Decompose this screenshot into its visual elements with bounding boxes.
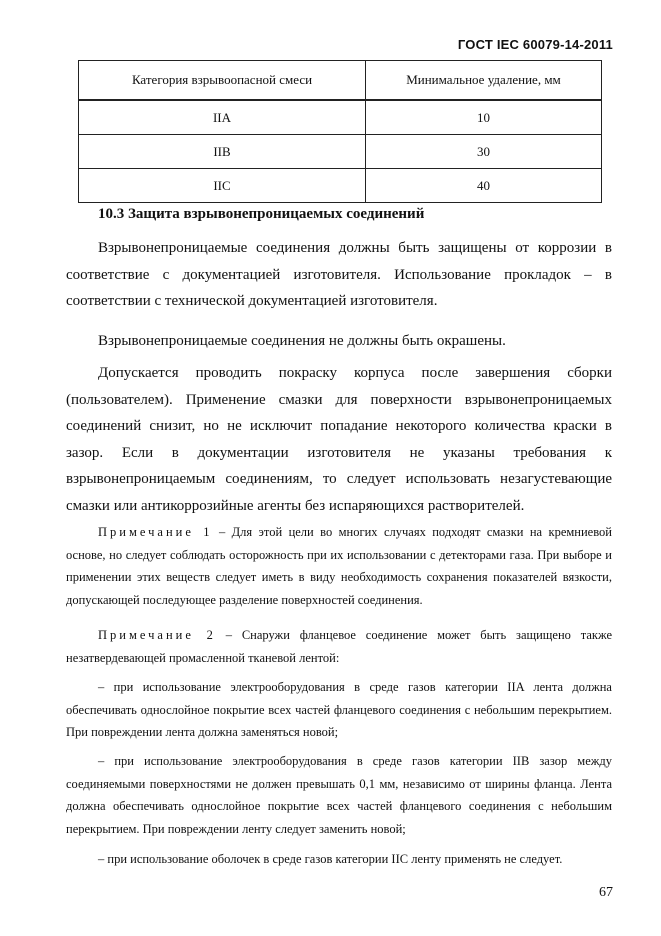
list-item: – при использование оболочек в среде газов категории IIC ленту применять не следует. [98, 852, 563, 866]
note-2 [66, 624, 612, 669]
list-item: – при использование электрооборудования в среде газов категории IIA лента должна обеспечивать однослойное покрытие всех частей фланцевого соединения с небольшим перекрытием. При повреждении лента должна заменяться новой; [66, 680, 612, 739]
table-cell-category: IIC [79, 169, 366, 203]
paragraph-painting-allowed: Допускается проводить покраску корпуса после завершения сборки (пользователем). Применение смазки для поверхности взрывонепроницаемых соединений снизит, но не исключит попадание некоторого количества краски в зазор. Если в документации изготовителя не указаны требования к взрывонепроницаемым соединениям, то следует использовать незагустевающие смазки или антикоррозийные агенты без испаряющихся растворителей. [66, 365, 612, 514]
note-2-dash: – [215, 628, 242, 642]
table-cell-category: IIB [79, 135, 366, 169]
table-row [79, 169, 602, 203]
list-item: – при использование электрооборудования в среде газов категории IIB зазор между соединяемыми поверхностями не должен превышать 0,1 мм, независимо от ширины фланца. Лента должна обеспечивать однослойное покрытие всех частей фланцевого соединения с небольшим перекрытием. При повреждении ленту следует заменить новой; [66, 754, 612, 836]
table-row [79, 100, 602, 135]
table-cell-distance: 40 [366, 169, 602, 203]
table-cell-distance: 10 [366, 100, 602, 135]
note-1-text: Для этой цели во многих случаях подходят смазки на кремниевой основе, но следует соблюдать осторожность при их использовании с детекторами газа. При выборе и применении этих веществ следует иметь в виду необходимость сохранения показателей вязкости, допускающей последующее разделение поверхностей соединения. [66, 525, 612, 607]
document-code-header: ГОСТ IEC 60079-14-2011 [457, 37, 613, 52]
table-header-distance: Минимальное удаление, мм [366, 61, 602, 101]
table-header-category: Категория взрывоопасной смеси [79, 61, 366, 101]
note-2-label: Примечание 2 [98, 628, 216, 642]
min-distance-table [78, 60, 602, 203]
note-1 [66, 521, 612, 611]
section-title: 10.3 Защита взрывонепроницаемых соединений [98, 206, 425, 222]
note-1-dash: – [212, 525, 232, 539]
paragraph-no-painting: Взрывонепроницаемые соединения не должны быть окрашены. [98, 333, 506, 349]
paragraph-corrosion-protection: Взрывонепроницаемые соединения должны быть защищены от коррозии в соответствие с документацией изготовителя. Использование прокладок – в соответствии с технической документацией изготовителя. [66, 240, 612, 309]
page-number: 67 [599, 885, 613, 900]
note-1-label: Примечание 1 [98, 525, 213, 539]
note-2-text: Снаружи фланцевое соединение может быть защищено также незатвердевающей промасленной тканевой лентой: [66, 628, 612, 665]
table-header-row [79, 61, 602, 101]
table-cell-category: IIA [79, 100, 366, 135]
table-row [79, 135, 602, 169]
table-cell-distance: 30 [366, 135, 602, 169]
